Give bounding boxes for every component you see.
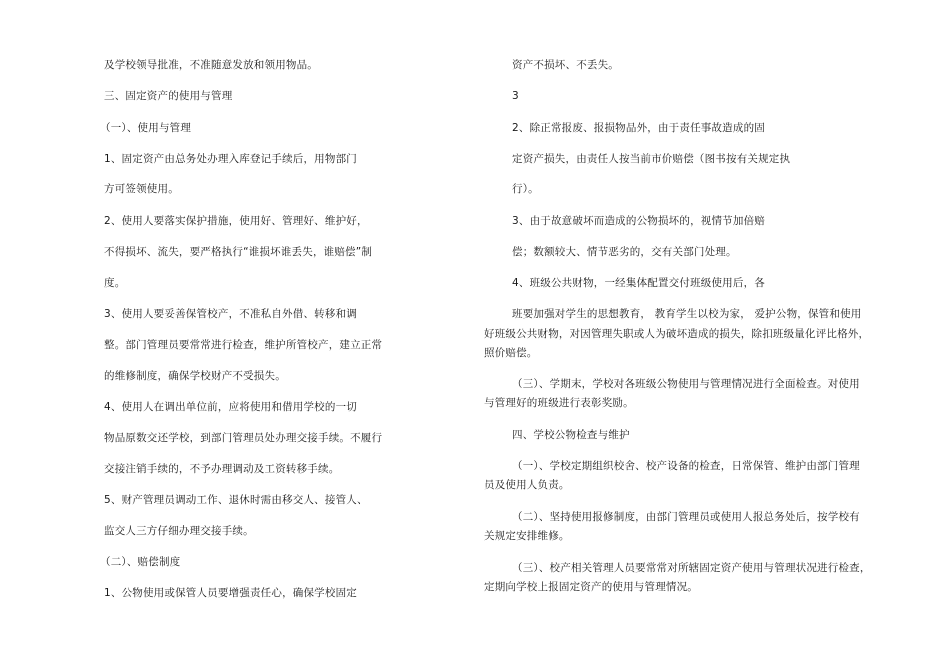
section-heading: 四、学校公物检查与维护 <box>512 429 630 441</box>
text-line: 2、使用人要落实保护措施，使用好、管理好、维护好， <box>104 215 368 227</box>
text-line: 照价赔偿。 <box>484 347 538 359</box>
text-line: 资产不损坏、不丢失。 <box>512 59 619 71</box>
text-line: 偿；数额较大、情节恶劣的，交有关部门处理。 <box>512 246 737 258</box>
text-line: 物品原数交还学校，到部门管理员处办理交接手续。不履行 <box>104 432 383 444</box>
text-line: 3、使用人要妥善保管校产，不准私自外借、转移和调 <box>104 308 357 320</box>
text-line: 监交人三方仔细办理交接手续。 <box>104 525 254 537</box>
text-line: 定资产损失，由责任人按当前市价赔偿（图书按有关规定执 <box>512 153 791 165</box>
page-number: 3 <box>512 90 519 102</box>
text-line: （一）、学校定期组织校舍、校产设备的检查，日常保管、维护由部门管理 <box>512 460 860 472</box>
section-heading: 三、固定资产的使用与管理 <box>104 90 233 102</box>
subsection-heading: （二）、赔偿制度 <box>100 556 181 568</box>
text-line: 不得损坏、流失，要严格执行“谁损坏谁丢失，谁赔偿”制 <box>104 246 373 258</box>
text-line: 3、由于故意破坏而造成的公物损坏的，视情节加倍赔 <box>512 215 765 227</box>
text-line: 及学校领导批准，不准随意发放和领用物品。 <box>104 59 318 71</box>
text-line: 关规定安排维修。 <box>484 530 570 542</box>
text-line: 方可签领使用。 <box>104 183 179 195</box>
text-line: （二）、坚持使用报修制度，由部门管理员或使用人报总务处后，按学校有 <box>512 511 860 523</box>
subsection-heading: （一）、使用与管理 <box>100 122 192 134</box>
text-line: 的维修制度，确保学校财产不受损失。 <box>104 370 286 382</box>
text-line: 好班级公共财物，对因管理失职或人为破坏造成的损失，除扣班级量化评比格外， <box>484 328 870 340</box>
text-line: 1、固定资产由总务处办理入库登记手续后，用物部门 <box>104 153 357 165</box>
text-line: 4、使用人在调出单位前，应将使用和借用学校的一切 <box>104 401 357 413</box>
text-line: 5、财产管理员调动工作、退休时需由移交人、接管人、 <box>104 494 368 506</box>
text-line: 4、班级公共财物，一经集体配置交付班级使用后，各 <box>512 277 765 289</box>
text-line: 与管理好的班级进行表彰奖励。 <box>484 397 634 409</box>
text-line: 2、除正常报废、报损物品外，由于责任事故造成的固 <box>512 122 765 134</box>
text-line: （三）、校产相关管理人员要常常对所辖固定资产使用与管理状况进行检查， <box>512 562 871 574</box>
text-line: 度。 <box>104 277 126 289</box>
text-line: 行）。 <box>512 183 539 195</box>
text-line: 员及使用人负责。 <box>484 479 570 491</box>
text-line: 1、公物使用或保管人员要增强责任心，确保学校固定 <box>104 587 357 599</box>
text-line: 交接注销手续的，不予办理调动及工资转移手续。 <box>104 463 340 475</box>
text-line: 定期向学校上报固定资产的使用与管理情况。 <box>484 581 698 593</box>
text-line: （三）、学期末，学校对各班级公物使用与管理情况进行全面检查。对使用 <box>512 378 860 390</box>
text-line: 整。部门管理员要常常进行检查，维护所管校产，建立正常 <box>104 339 383 351</box>
text-line: 班要加强对学生的思想教育， 教育学生以校为家， 爱护公物，保管和使用 <box>512 308 862 320</box>
